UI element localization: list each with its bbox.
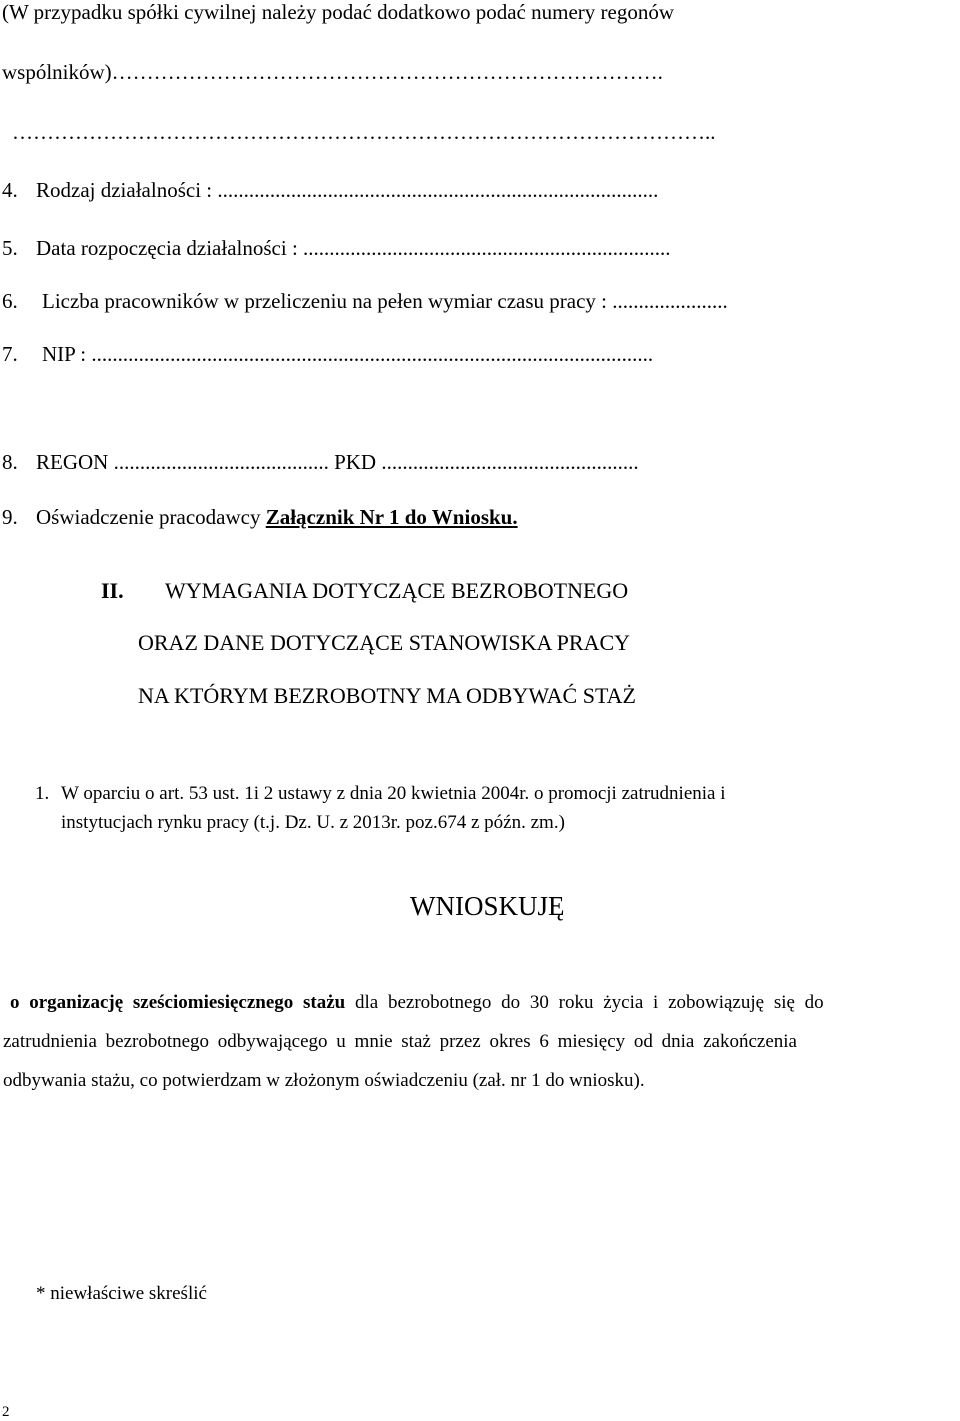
section-heading-line-1: WYMAGANIA DOTYCZĄCE BEZROBOTNEGO: [165, 578, 629, 603]
item-9: [2, 505, 518, 529]
item-7-text: NIP : ...........................................................................................................: [42, 342, 654, 366]
request-line-2: zatrudnienia bezrobotnego odbywającego u mnie staż przez okres 6 miesięcy od dnia zakończenia: [3, 1031, 797, 1052]
item-8-number: 8.: [2, 450, 18, 474]
item-4: [2, 178, 658, 202]
page-number: 2: [2, 1404, 10, 1420]
legal-line-2: instytucjach rynku pracy (t.j. Dz. U. z 2013r. poz.674 z późn. zm.): [61, 812, 565, 833]
item-5: [2, 236, 671, 260]
item-8: [2, 450, 639, 474]
item-9-number: 9.: [2, 505, 18, 529]
item-4-number: 4.: [2, 178, 18, 202]
request-line-1: [10, 992, 824, 1014]
section-roman-numeral: II.: [101, 578, 124, 603]
item-6-text: Liczba pracowników w przeliczeniu na pełen wymiar czasu pracy : ......................: [42, 289, 728, 313]
item-6: [2, 289, 728, 313]
item-7-number: 7.: [2, 342, 18, 366]
legal-line-1: W oparciu o art. 53 ust. 1i 2 ustawy z dnia 20 kwietnia 2004r. o promocji zatrudnienia i: [61, 783, 726, 804]
section-heading-line-2: ORAZ DANE DOTYCZĄCE STANOWISKA PRACY: [138, 630, 631, 655]
attachment-link: Załącznik Nr 1 do Wniosku.: [265, 505, 518, 529]
footnote: * niewłaściwe skreślić: [36, 1283, 207, 1304]
request-bold-part: o organizację sześciomiesięcznego stażu: [10, 992, 346, 1013]
legal-number: 1.: [35, 783, 50, 804]
item-4-text: Rodzaj działalności : ....................................................................................: [36, 178, 659, 202]
intro-line-2: wspólników)…………………………………………………………………….: [2, 60, 663, 84]
item-9-text: Oświadczenie pracodawcy: [36, 505, 266, 529]
item-7: [2, 342, 653, 366]
item-5-number: 5.: [2, 236, 18, 260]
item-5-text: Data rozpoczęcia działalności : ......................................................................: [36, 236, 671, 260]
item-8-text: REGON ......................................... PKD .................................................: [36, 450, 639, 474]
request-line-3: odbywania stażu, co potwierdzam w złożonym oświadczeniu (zał. nr 1 do wniosku).: [3, 1070, 645, 1091]
intro-line-1: (W przypadku spółki cywilnej należy podać dodatkowo podać numery regonów: [2, 0, 674, 24]
request-line-1-rest: dla bezrobotnego do 30 roku życia i zobowiązuję się do: [345, 992, 824, 1013]
request-title: WNIOSKUJĘ: [410, 891, 565, 921]
intro-line-3: ………………………………………………………………………………………..: [12, 120, 716, 144]
item-6-number: 6.: [2, 289, 18, 313]
section-heading-line-3: NA KTÓRYM BEZROBOTNY MA ODBYWAĆ STAŻ: [138, 683, 636, 708]
